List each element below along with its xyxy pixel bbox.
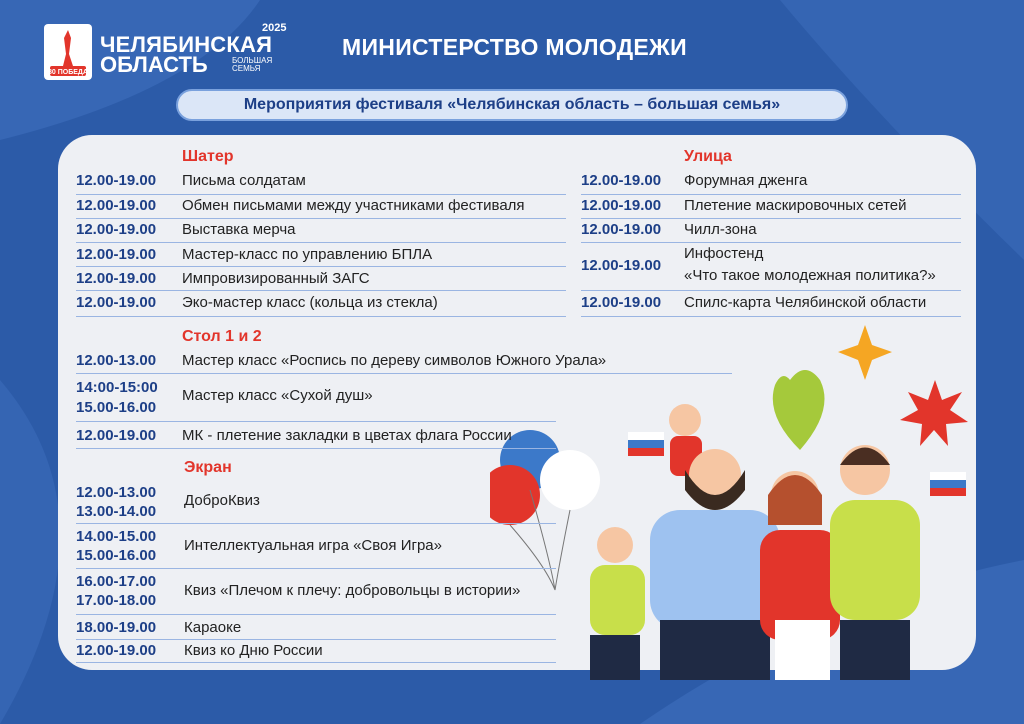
divider bbox=[581, 242, 961, 243]
divider bbox=[76, 448, 556, 449]
divider bbox=[76, 373, 732, 374]
time-label: 16.00-17.00 bbox=[76, 573, 157, 590]
event-label: Мастер-класс по управлению БПЛА bbox=[182, 246, 433, 263]
divider bbox=[76, 568, 556, 569]
time-label: 12.00-19.00 bbox=[76, 427, 157, 444]
event-label: Чилл-зона bbox=[684, 221, 757, 238]
divider bbox=[76, 421, 556, 422]
page-title: МИНИСТЕРСТВО МОЛОДЕЖИ bbox=[342, 34, 687, 60]
time-label: 12.00-19.00 bbox=[76, 246, 157, 263]
event-label: Мастер класс «Сухой душ» bbox=[182, 387, 373, 404]
star-shape bbox=[838, 325, 892, 380]
time-label: 12.00-19.00 bbox=[76, 294, 157, 311]
time-label-2: 15.00-16.00 bbox=[76, 399, 157, 416]
divider bbox=[76, 290, 566, 291]
event-label: МК - плетение закладки в цветах флага России bbox=[182, 427, 512, 444]
child-head-top bbox=[669, 404, 701, 436]
flag-russia-left bbox=[628, 432, 664, 440]
time-label: 12.00-19.00 bbox=[76, 221, 157, 238]
time-label-2: 17.00-18.00 bbox=[76, 592, 157, 609]
divider bbox=[76, 316, 566, 317]
time-label: 14.00-15.00 bbox=[76, 528, 157, 545]
family-illustration bbox=[490, 320, 980, 680]
event-label: Письма солдатам bbox=[182, 172, 306, 189]
time-label: 12.00-19.00 bbox=[76, 270, 157, 287]
logo-line2: ОБЛАСТЬ bbox=[100, 52, 208, 77]
burst-shape bbox=[900, 380, 968, 446]
event-label: Квиз «Плечом к плечу: добровольцы в истории» bbox=[184, 582, 521, 599]
boy-head bbox=[597, 527, 633, 563]
logo-badge: 80 ПОБЕДА bbox=[48, 69, 88, 76]
time-label: 14:00-15:00 bbox=[76, 379, 158, 396]
event-label: Форумная дженга bbox=[684, 172, 808, 189]
logo-tagline: БОЛЬШАЯ СЕМЬЯ bbox=[232, 56, 273, 73]
section-title-stol: Стол 1 и 2 bbox=[182, 328, 262, 345]
divider bbox=[76, 523, 556, 524]
event-label: Квиз ко Дню России bbox=[184, 642, 323, 659]
time-label: 12.00-19.00 bbox=[581, 197, 662, 214]
event-label: Спилс-карта Челябинской области bbox=[684, 294, 927, 311]
section-title-shater: Шатер bbox=[182, 148, 234, 165]
divider bbox=[76, 242, 566, 243]
flag-russia-right bbox=[930, 472, 966, 480]
time-label: 12.00-13.00 bbox=[76, 484, 157, 501]
divider bbox=[76, 218, 566, 219]
event-label: Мастер класс «Роспись по дереву символов Южного Урала» bbox=[182, 352, 607, 369]
divider bbox=[581, 290, 961, 291]
logo-year: 2025 bbox=[262, 22, 287, 34]
event-label: Обмен письмами между участниками фестиваля bbox=[182, 197, 525, 214]
time-label-2: 13.00-14.00 bbox=[76, 503, 157, 520]
time-label: 12.00-19.00 bbox=[581, 221, 662, 238]
event-label: Караоке bbox=[184, 619, 242, 636]
event-label: Импровизированный ЗАГС bbox=[182, 270, 370, 287]
event-label: Плетение маскировочных сетей bbox=[684, 197, 907, 214]
time-label: 12.00-19.00 bbox=[581, 172, 662, 189]
section-title-ekran: Экран bbox=[184, 459, 232, 476]
time-label: 12.00-19.00 bbox=[581, 257, 662, 274]
time-label: 12.00-13.00 bbox=[76, 352, 157, 369]
time-label-2: 15.00-16.00 bbox=[76, 547, 157, 564]
divider bbox=[581, 218, 961, 219]
divider bbox=[581, 316, 961, 317]
event-label: Выставка мерча bbox=[182, 221, 296, 238]
event-label: Эко-мастер класс (кольца из стекла) bbox=[182, 294, 438, 311]
time-label: 12.00-19.00 bbox=[76, 642, 157, 659]
event-label-line2: «Что такое молодежная политика?» bbox=[684, 267, 936, 284]
divider bbox=[76, 662, 556, 663]
section-title-ulitsa: Улица bbox=[684, 148, 732, 165]
logo-emblem bbox=[44, 24, 92, 80]
time-label: 18.00-19.00 bbox=[76, 619, 157, 636]
heart-shape bbox=[773, 370, 825, 450]
event-label: ДоброКвиз bbox=[184, 492, 260, 509]
event-label: Интеллектуальная игра «Своя Игра» bbox=[184, 537, 442, 554]
balloon-white bbox=[540, 450, 600, 510]
event-label: Инфостенд bbox=[684, 245, 764, 262]
divider bbox=[581, 194, 961, 195]
divider bbox=[76, 639, 556, 640]
logo-line1: ЧЕЛЯБИНСКАЯ bbox=[100, 32, 273, 57]
divider bbox=[76, 266, 566, 267]
monument-icon bbox=[44, 24, 92, 80]
divider bbox=[76, 614, 556, 615]
divider bbox=[76, 194, 566, 195]
time-label: 12.00-19.00 bbox=[76, 197, 157, 214]
time-label: 12.00-19.00 bbox=[581, 294, 662, 311]
festival-banner: Мероприятия фестиваля «Челябинская область – большая семья» bbox=[176, 89, 848, 121]
time-label: 12.00-19.00 bbox=[76, 172, 157, 189]
